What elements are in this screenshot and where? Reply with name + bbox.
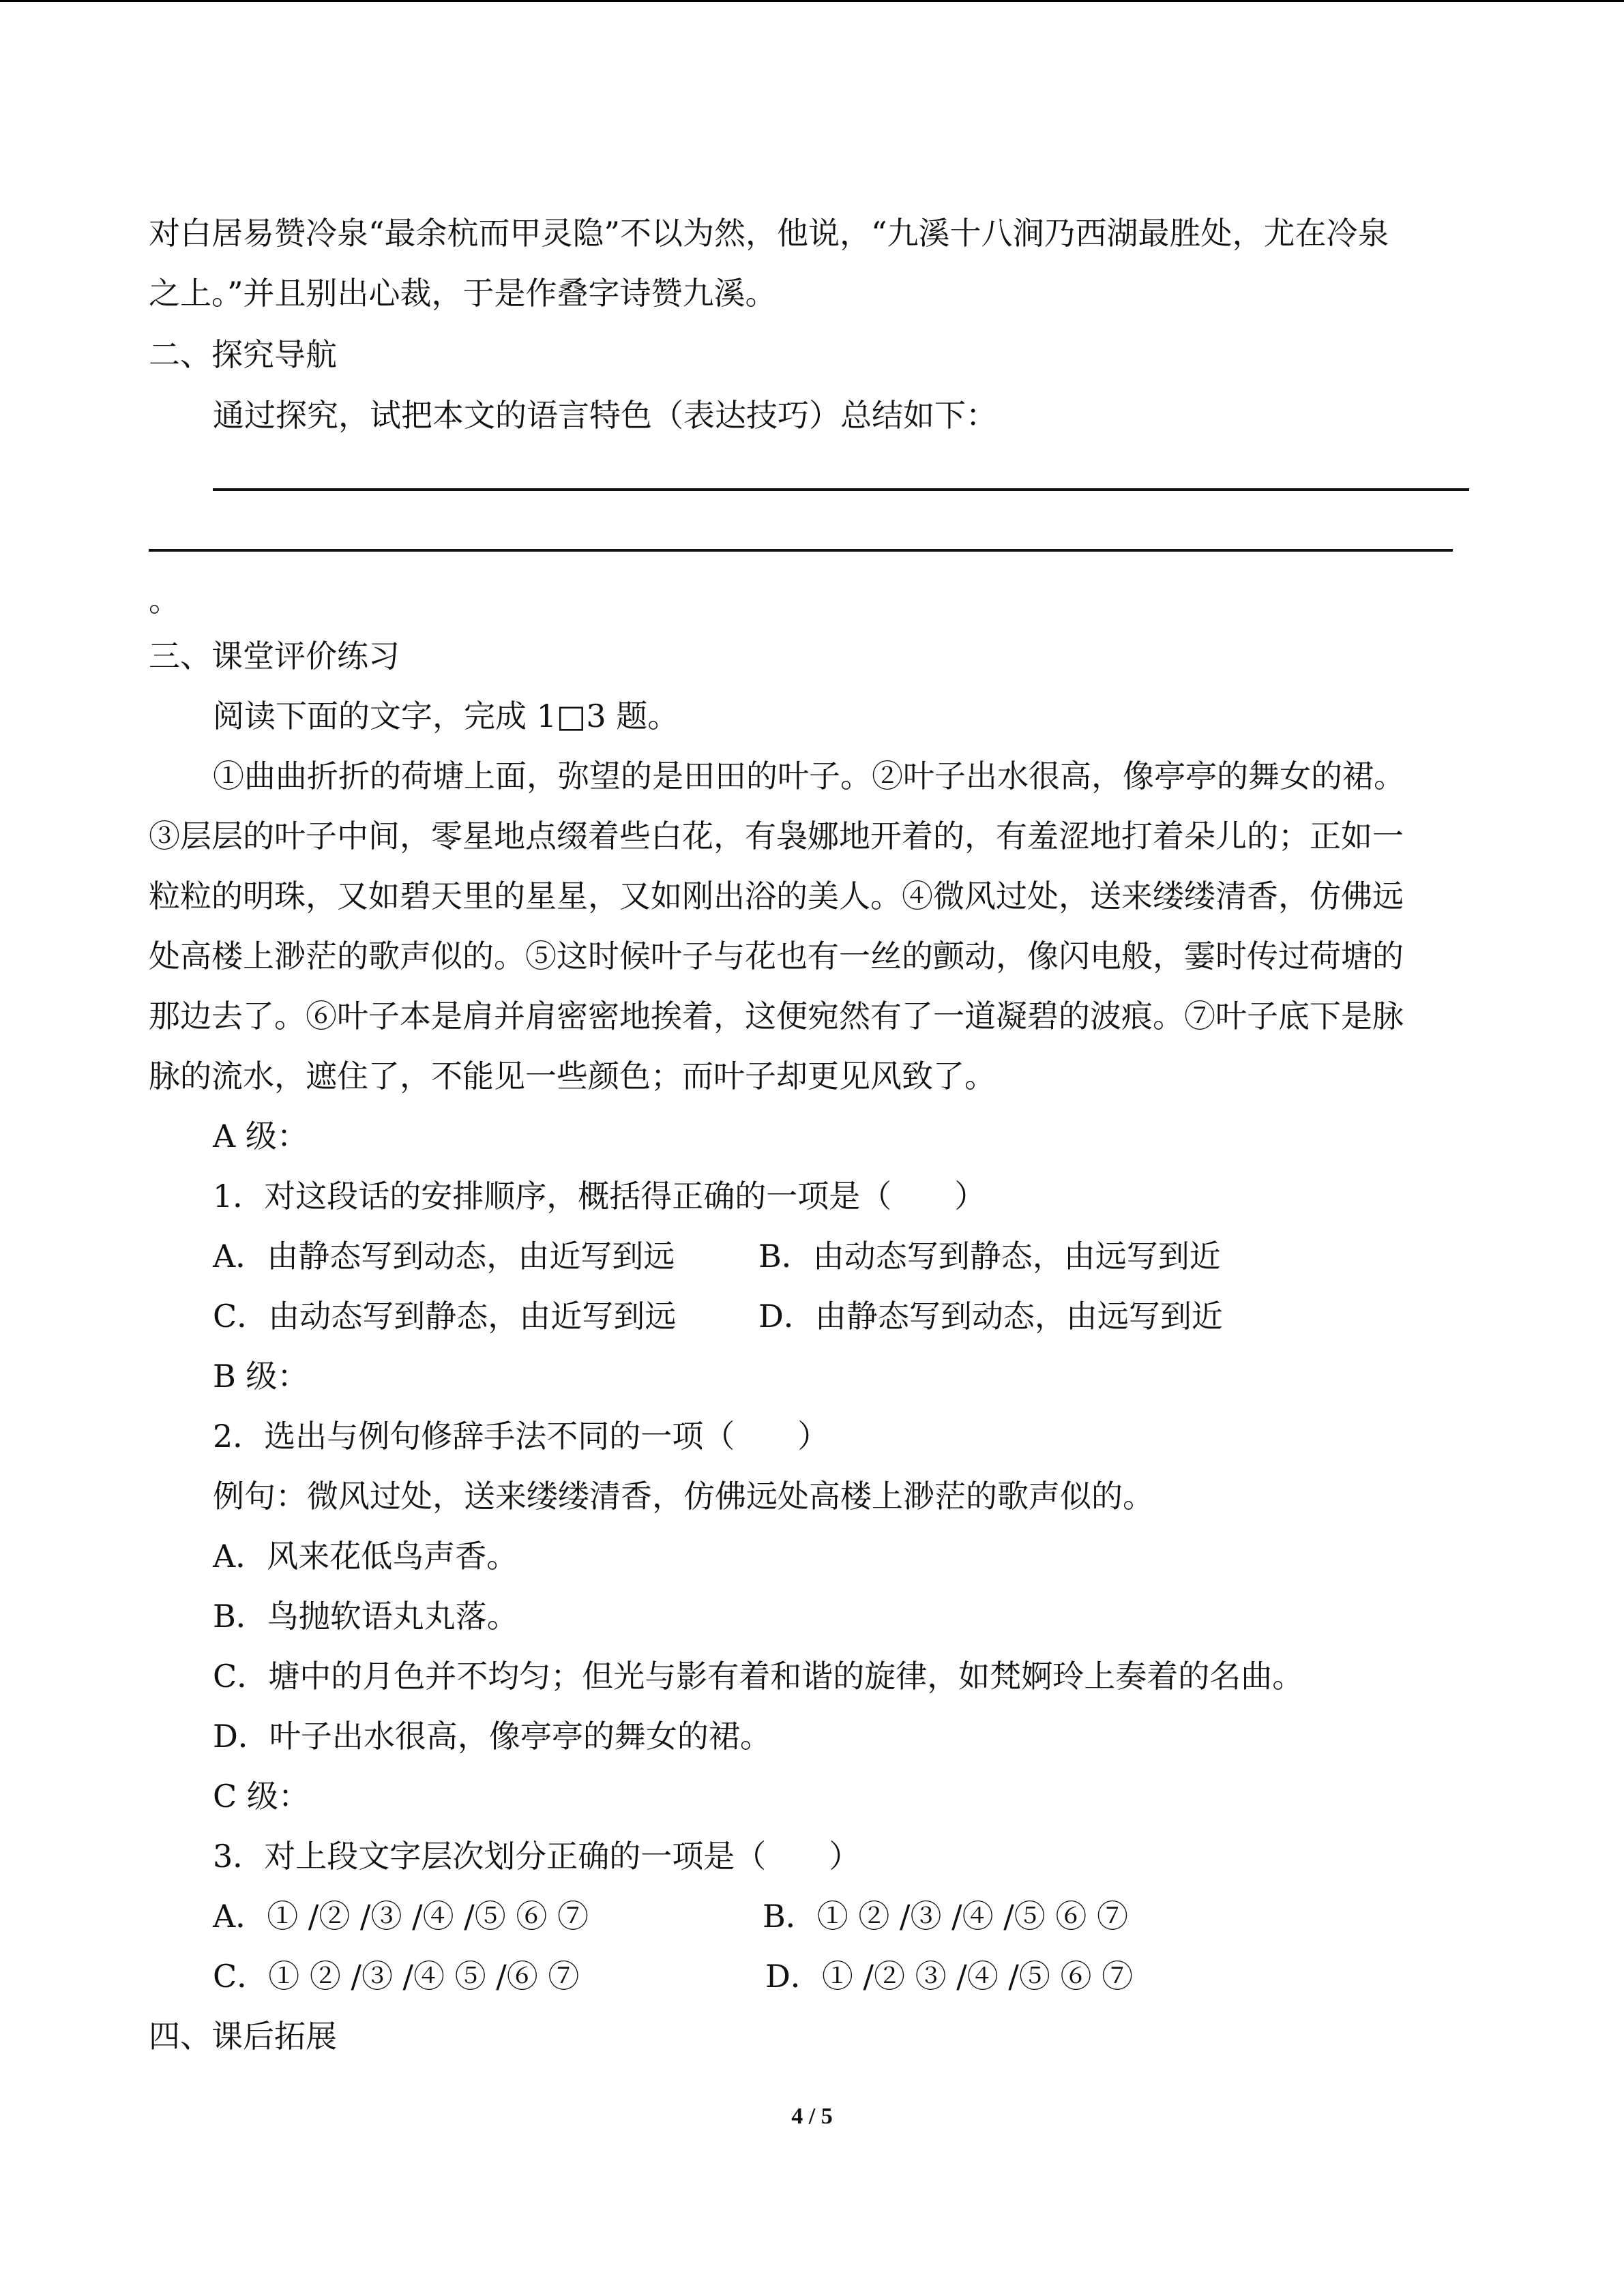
question-1-option-a: A．由静态写到动态，由近写到远 — [213, 1238, 675, 1274]
passage-line-5: 那边去了。⑥叶子本是肩并肩密密地挨着，这便宛然有了一道凝碧的波痕。⑦叶子底下是脉 — [149, 998, 1404, 1034]
answer-line-2 — [149, 549, 1453, 552]
question-2-option-c: C．塘中的月色并不均匀；但光与影有着和谐的旋律，如梵婀玲上奏着的名曲。 — [213, 1658, 1304, 1695]
section-2-heading: 二、探究导航 — [149, 336, 337, 373]
question-1-stem: 1．对这段话的安排顺序，概括得正确的一项是（ ） — [213, 1178, 986, 1214]
passage-line-6: 脉的流水，遮住了，不能见一些颜色；而叶子却更见风致了。 — [149, 1058, 996, 1094]
question-3-option-c: C．① ② /③ /④ ⑤ /⑥ ⑦ — [213, 1958, 580, 1995]
level-c-label: C 级： — [213, 1778, 310, 1815]
question-3-option-a: A．① /② /③ /④ /⑤ ⑥ ⑦ — [213, 1898, 589, 1935]
level-b-label: B 级： — [213, 1358, 309, 1395]
question-1-option-b: B．由动态写到静态，由远写到近 — [758, 1238, 1221, 1274]
question-2-option-d: D．叶子出水很高，像亭亭的舞女的裙。 — [213, 1718, 771, 1755]
question-3-stem: 3．对上段文字层次划分正确的一项是（ ） — [213, 1838, 861, 1875]
page-top-border — [0, 0, 1624, 2]
question-1-option-c: C．由动态写到静态，由近写到远 — [213, 1298, 677, 1335]
intro-line-2: 之上。”并且别出心裁，于是作叠字诗赞九溪。 — [149, 275, 777, 312]
question-2-stem: 2．选出与例句修辞手法不同的一项（ ） — [213, 1418, 829, 1455]
page-number: 4 / 5 — [791, 2104, 833, 2129]
answer-line-1 — [213, 488, 1469, 491]
question-2-option-b: B．鸟抛软语丸丸落。 — [213, 1598, 518, 1635]
question-2-option-a: A．风来花低鸟声香。 — [213, 1538, 518, 1575]
intro-line-1: 对白居易赞冷泉“最余杭而甲灵隐”不以为然，他说，“九溪十八涧乃西湖最胜处，尤在冷泉 — [149, 215, 1389, 252]
question-3-option-d: D．① /② ③ /④ /⑤ ⑥ ⑦ — [765, 1958, 1134, 1995]
passage-line-4: 处高楼上渺茫的歌声似的。⑤这时候叶子与花也有一丝的颤动，像闪电般，霎时传过荷塘的 — [149, 938, 1404, 974]
question-3-option-b: B．① ② /③ /④ /⑤ ⑥ ⑦ — [763, 1898, 1129, 1935]
level-a-label: A 级： — [213, 1118, 308, 1154]
reading-instruction: 阅读下面的文字，完成 1□3 题。 — [213, 698, 679, 734]
section-3-heading: 三、课堂评价练习 — [149, 638, 400, 674]
section-4-heading: 四、课后拓展 — [149, 2018, 337, 2055]
question-1-option-d: D．由静态写到动态，由远写到近 — [758, 1298, 1223, 1335]
section-2-prompt: 通过探究，试把本文的语言特色（表达技巧）总结如下： — [213, 397, 997, 434]
passage-line-1: ①曲曲折折的荷塘上面，弥望的是田田的叶子。②叶子出水很高，像亭亭的舞女的裙。 — [213, 758, 1405, 794]
passage-line-2: ③层层的叶子中间，零星地点缀着些白花，有袅娜地开着的，有羞涩地打着朵儿的；正如一 — [149, 818, 1404, 854]
answer-end-mark: 。 — [149, 582, 180, 618]
passage-line-3: 粒粒的明珠，又如碧天里的星星，又如刚出浴的美人。④微风过处，送来缕缕清香，仿佛远 — [149, 878, 1404, 914]
question-2-example: 例句：微风过处，送来缕缕清香，仿佛远处高楼上渺茫的歌声似的。 — [213, 1478, 1154, 1515]
